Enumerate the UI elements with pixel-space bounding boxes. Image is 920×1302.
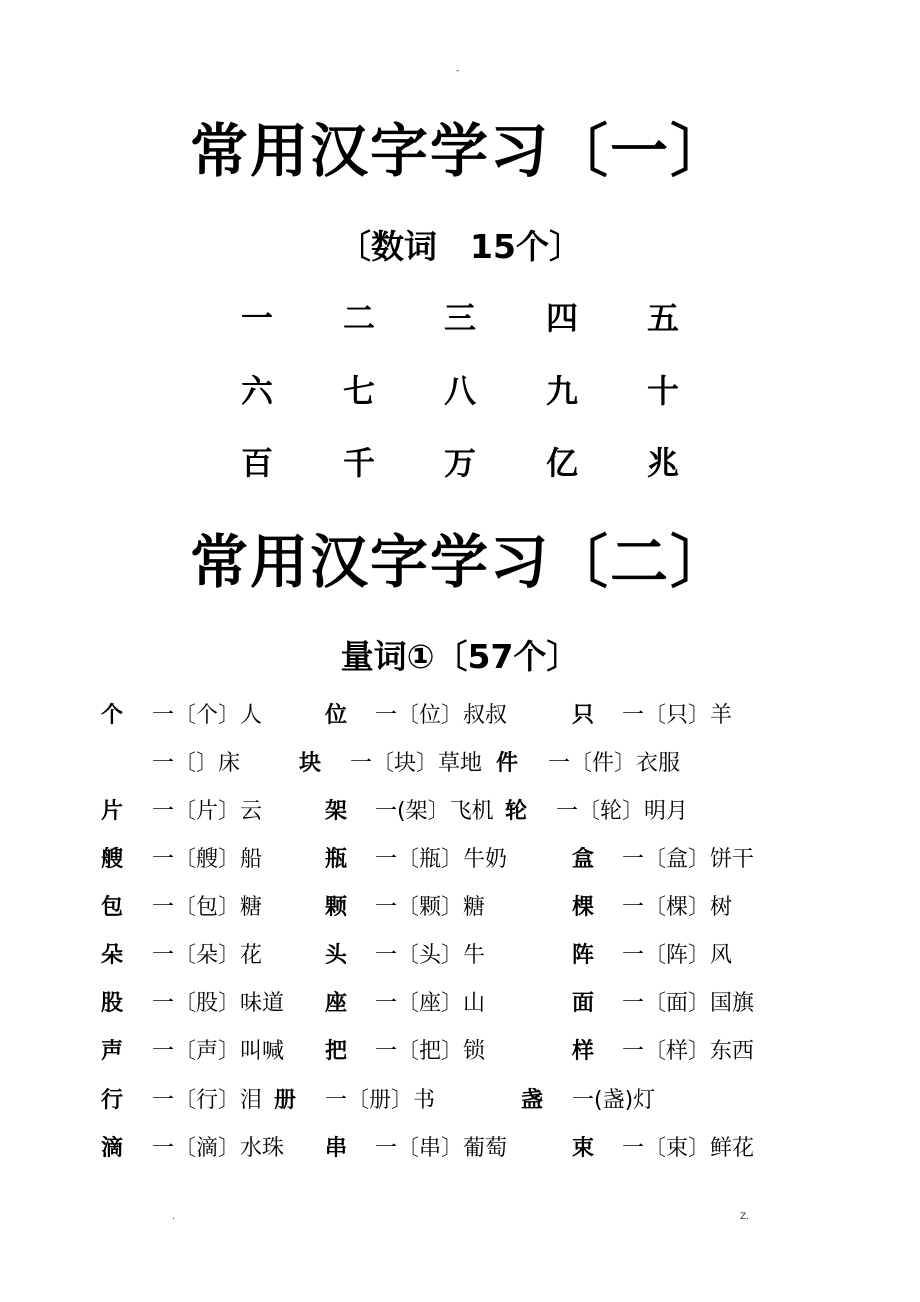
measure-word: 行 [101, 1088, 124, 1113]
measure-word-phrase: 一〔位〕叔叔 [375, 703, 508, 728]
section1-title: 常用汉字学习〔一〕 [189, 117, 730, 185]
measure-word: 轮 [505, 799, 528, 824]
measure-word-row [0, 749, 920, 779]
measure-word-phrase: 一(盏)灯 [572, 1088, 656, 1113]
page-mark-top: - [456, 66, 460, 76]
measure-word-phrase: 一〔座〕山 [375, 991, 486, 1016]
numeral-char: 八 [443, 372, 476, 410]
measure-word-phrase: 一(架〕飞机 [375, 799, 494, 824]
numeral-char: 六 [240, 372, 273, 410]
numeral-char: 二 [342, 299, 375, 337]
measure-word-row [0, 941, 920, 971]
measure-word: 位 [325, 703, 348, 728]
measure-word: 头 [325, 943, 348, 968]
numeral-char: 千 [342, 444, 375, 482]
measure-word-phrase: 一〔艘〕船 [152, 847, 263, 872]
numeral-char: 兆 [646, 444, 679, 482]
measure-word: 盒 [572, 847, 595, 872]
measure-word-phrase: 一〔件〕衣服 [548, 751, 681, 776]
measure-word: 个 [101, 703, 124, 728]
measure-word: 块 [299, 751, 322, 776]
measure-word-phrase: 一〔串〕葡萄 [375, 1136, 508, 1161]
measure-word-phrase: 一〔瓶〕牛奶 [375, 847, 508, 872]
measure-word: 串 [325, 1136, 348, 1161]
measure-word: 座 [325, 991, 348, 1016]
measure-word: 股 [101, 991, 124, 1016]
numeral-char: 五 [646, 299, 679, 337]
measure-word-phrase: 一〔块〕草地 [350, 751, 483, 776]
measure-word-phrase: 一〔只〕羊 [622, 703, 733, 728]
measure-word-phrase: 一〔样〕东西 [622, 1039, 755, 1064]
measure-word-phrase: 一〔阵〕风 [622, 943, 733, 968]
measure-word-phrase: 一〔面〕国旗 [622, 991, 755, 1016]
numeral-row [0, 443, 920, 483]
measure-word: 颗 [325, 895, 348, 920]
measure-word-phrase: 一〔包〕糖 [152, 895, 263, 920]
measure-word-phrase: 一〔束〕鲜花 [622, 1136, 755, 1161]
measure-word: 片 [101, 799, 124, 824]
measure-word: 只 [572, 703, 595, 728]
measure-word-row [0, 1086, 920, 1116]
measure-word-phrase: 一〔片〕云 [152, 799, 263, 824]
measure-word-phrase: 一〔头〕牛 [375, 943, 486, 968]
measure-word-phrase: 一〔轮〕明月 [556, 799, 689, 824]
measure-word-row [0, 1134, 920, 1164]
measure-word-row [0, 893, 920, 923]
measure-word-phrase: 一〔棵〕树 [622, 895, 733, 920]
measure-word-phrase: 一〔颗〕糖 [375, 895, 486, 920]
measure-word: 滴 [101, 1136, 124, 1161]
measure-word: 样 [572, 1039, 595, 1064]
numeral-char: 三 [443, 299, 476, 337]
page-mark-bottom-right: Z. [740, 1212, 750, 1222]
numeral-char: 万 [443, 444, 476, 482]
section2-title: 常用汉字学习〔二〕 [189, 528, 730, 596]
measure-word-phrase: 一〔盒〕饼干 [622, 847, 755, 872]
measure-word-phrase: 一〔滴〕水珠 [152, 1136, 285, 1161]
measure-word-phrase: 一〔个〕人 [152, 703, 263, 728]
numeral-char: 一 [240, 299, 273, 337]
numeral-row [0, 298, 920, 338]
measure-word: 束 [572, 1136, 595, 1161]
measure-word: 包 [101, 895, 124, 920]
measure-word-phrase: 一〔〕床 [152, 751, 241, 776]
numeral-row [0, 371, 920, 411]
measure-word: 朵 [101, 943, 124, 968]
numeral-char: 四 [545, 299, 578, 337]
measure-word: 件 [496, 751, 519, 776]
measure-word: 棵 [572, 895, 595, 920]
measure-word: 瓶 [325, 847, 348, 872]
measure-word-phrase: 一〔把〕锁 [375, 1039, 486, 1064]
measure-word: 艘 [101, 847, 124, 872]
measure-word: 声 [101, 1039, 124, 1064]
numeral-char: 七 [342, 372, 375, 410]
numeral-char: 十 [646, 372, 679, 410]
numeral-char: 九 [545, 372, 578, 410]
measure-word: 把 [325, 1039, 348, 1064]
measure-word-phrase: 一〔股〕味道 [152, 991, 285, 1016]
measure-word-row [0, 989, 920, 1019]
measure-word-phrase: 一〔册〕书 [325, 1088, 436, 1113]
measure-word: 架 [325, 799, 348, 824]
measure-word-phrase: 一〔朵〕花 [152, 943, 263, 968]
measure-word-row [0, 797, 920, 827]
measure-word: 面 [572, 991, 595, 1016]
section2-subtitle: 量词①〔57个〕 [340, 637, 580, 676]
measure-word-row [0, 845, 920, 875]
measure-word-row [0, 1037, 920, 1067]
measure-word-phrase: 一〔行〕泪 [152, 1088, 263, 1113]
measure-word-row [0, 701, 920, 731]
numeral-char: 亿 [545, 444, 578, 482]
measure-word: 盏 [521, 1088, 544, 1113]
page-mark-bottom-left: . [172, 1212, 175, 1222]
measure-word-phrase: 一〔声〕叫喊 [152, 1039, 285, 1064]
numeral-char: 百 [240, 444, 273, 482]
measure-word: 阵 [572, 943, 595, 968]
section1-subtitle: 〔数词 15个〕 [338, 227, 582, 266]
measure-word: 册 [274, 1088, 297, 1113]
